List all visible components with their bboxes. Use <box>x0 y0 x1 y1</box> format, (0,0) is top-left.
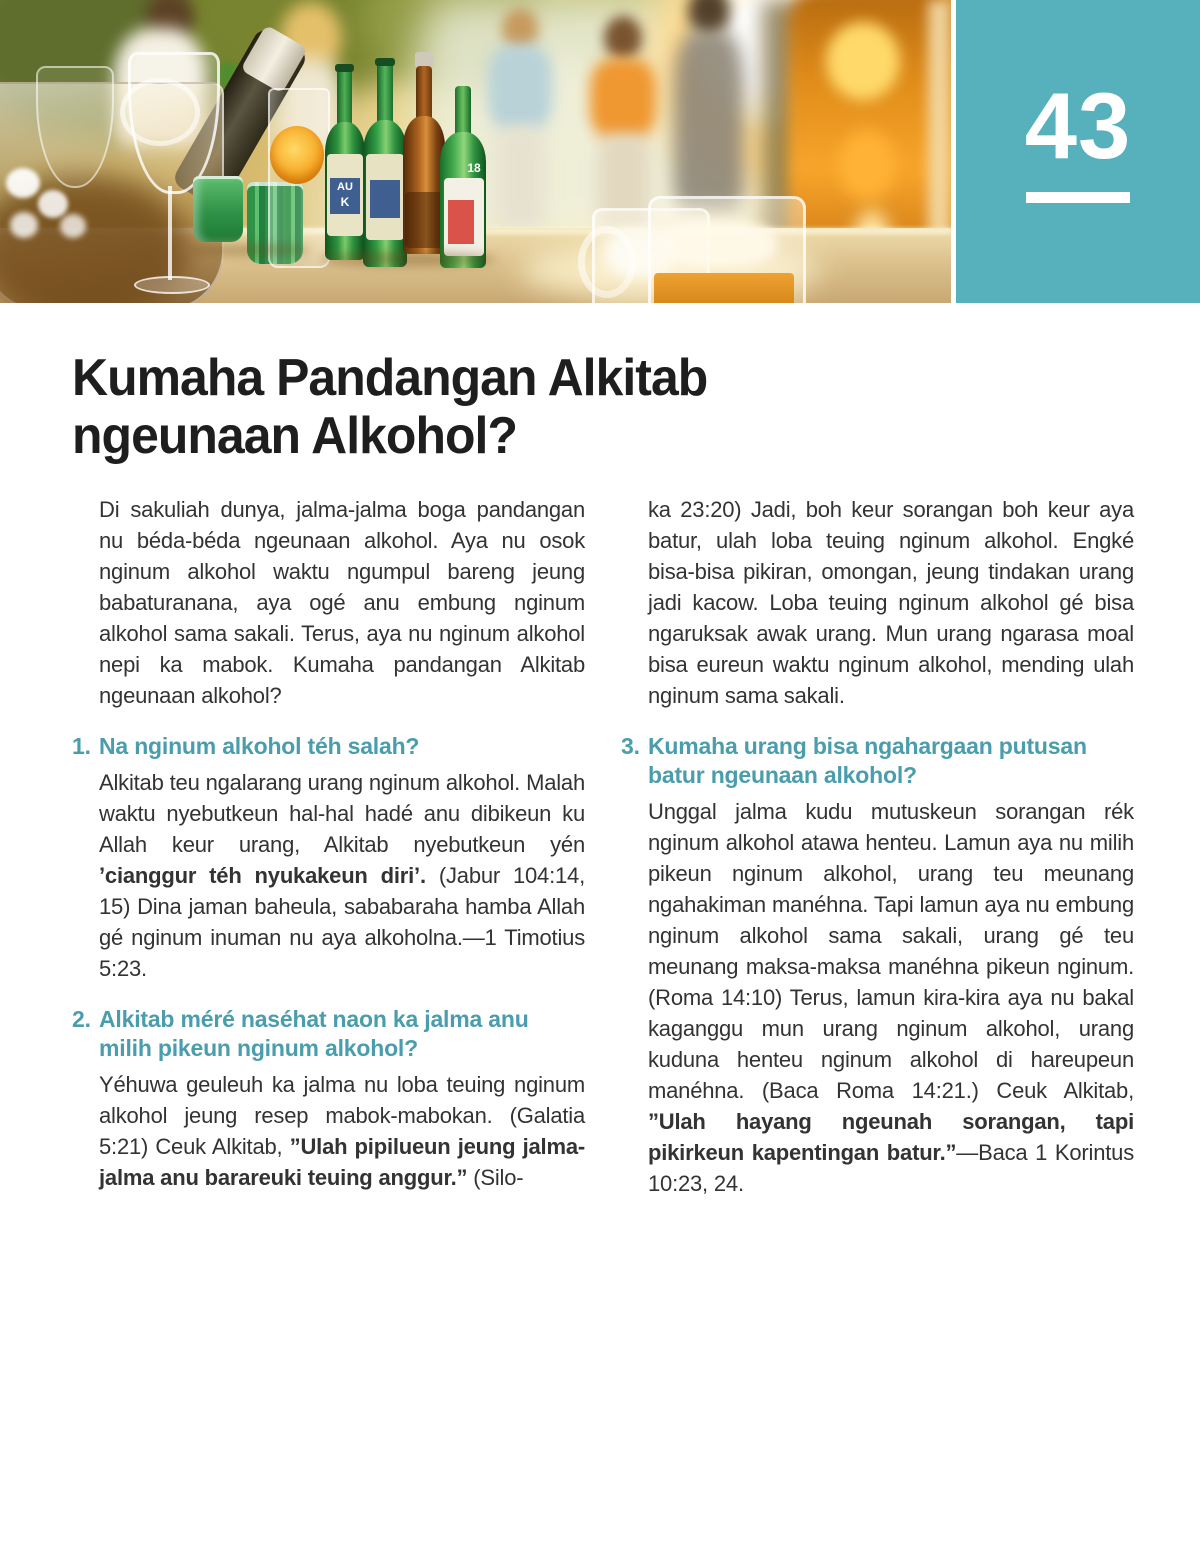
beer-bottle-green-2 <box>363 58 407 268</box>
lesson-underline <box>1026 192 1130 203</box>
section-1-heading-text: Na nginum alkohol téh salah? <box>99 733 420 759</box>
section-2-heading-text: Alkitab méré naséhat naon ka jalma anu milih pikeun nginum alkohol? <box>99 1006 529 1061</box>
ice-cube <box>60 214 86 238</box>
bottle-dark-band <box>405 192 443 248</box>
section-3-heading <box>621 732 1134 790</box>
section-2-heading <box>72 1005 585 1063</box>
section-3-paragraph: Unggal jalma kudu mutuskeun sorangan rék nginum alkohol atawa henteu. Lamun aya nu milih pikeun nginum alkohol, urang teu meunang ngahakiman manéhna. Tapi lamun aya nu embung nginum alkohol sama sakali, urang gé teu meunang maksa-maksa manéhna pikeun nginum. (Roma 14:10) Terus, lamun kira-kira aya nu bakal kaganggu mun urang nginum alkohol, urang kuduna henteu nginum alkohol di hareupeun manéhna. (Baca Roma 14:21.) Ceuk Alkitab, ”Ulah hayang ngeunah sorangan, tapi pikirkeun kapentingan batur.”—Baca 1 Korintus 10:23, 24. <box>648 799 1134 1196</box>
bottle-label <box>444 178 484 256</box>
section-2-paragraph: Yéhuwa geuleuh ka jalma nu loba teuing nginum alkohol jeung resep mabok-mabokan. (Galatia 5:21) Ceuk Alkitab, ”Ulah pipilueun jeung jalma-jalma anu barareuki teuing anggur.” (Silo- <box>99 1072 585 1190</box>
page-title: Kumaha Pandangan Alkitab ngeunaan Alkohol? <box>72 349 708 465</box>
bottle-label-text: 18 <box>467 161 481 175</box>
header-photo <box>0 0 951 303</box>
column-right <box>621 494 1134 1199</box>
beer-liquid <box>654 273 794 303</box>
bottle-label-text: K <box>340 195 350 209</box>
person-dark-shirt <box>674 30 744 210</box>
glass-shadow <box>190 244 310 256</box>
bottle-label <box>366 154 404 240</box>
column-left <box>72 494 585 1199</box>
orange-garnish <box>270 126 324 184</box>
section-3-number: 3. <box>621 733 640 759</box>
bottle-cap <box>335 64 354 72</box>
header-banner <box>0 0 1200 303</box>
amber-bokeh <box>838 130 896 200</box>
beer-mug-2 <box>648 196 806 303</box>
beer-bottle-brown <box>403 52 445 254</box>
ice-cube <box>10 212 38 238</box>
intro-paragraph: Di sakuliah dunya, jalma-jalma boga pandangan nu béda-béda ngeunaan alkohol. Aya nu osok nginum alkohol waktu ngumpul bareng jeung babaturanana, aya ogé anu embung nginum alkohol sama sakali. Terus, aya nu nginum alkohol nepi ka mabok. Kumaha pandangan Alkitab ngeunaan alkohol? <box>99 497 585 708</box>
section-3-heading-text: Kumaha urang bisa ngahargaan putusan batur ngeunaan alkohol? <box>648 733 1087 788</box>
wine-glass-stem <box>168 186 172 280</box>
section-2-number: 2. <box>72 1006 91 1032</box>
wine-glass-base <box>134 276 210 294</box>
ice-cube <box>38 190 68 218</box>
beer-bottle-green-1 <box>325 64 365 260</box>
bottle-label <box>327 154 363 236</box>
bottle-label-block <box>370 180 400 218</box>
person-orange-top <box>590 58 656 140</box>
section-1 <box>72 732 585 984</box>
section-3 <box>621 732 1134 1199</box>
section-1-number: 1. <box>72 733 91 759</box>
ice-cube <box>6 168 40 198</box>
lesson-number-box <box>956 0 1200 303</box>
bottle-label-text: AU <box>337 181 353 193</box>
person-legs <box>496 126 546 231</box>
person-head <box>604 16 642 60</box>
mug-foam <box>659 221 777 267</box>
bottle-cap <box>375 58 395 66</box>
person-blue-top <box>488 44 552 132</box>
article-body <box>72 494 1134 1199</box>
shot-glass-green <box>193 176 243 242</box>
bottle-label-block <box>330 178 360 214</box>
bottle-label-red <box>448 200 474 244</box>
lesson-number: 43 <box>1024 73 1132 178</box>
bottle-shadow <box>320 252 495 266</box>
section-2-paragraph-continued: ka 23:20) Jadi, boh keur sorangan boh keur aya batur, ulah loba teuing nginum alkohol. Engké bisa-bisa pikiran, omongan, jeung tindakan urang jadi kacow. Loba teuing nginum alkohol gé bisa ngaruksak awak urang. Mun urang ngarasa moal bisa eureun waktu nginum alkohol, mending ulah nginum sama sakali. <box>648 497 1134 708</box>
amber-bokeh <box>826 22 900 100</box>
beer-bottle-green-3 <box>440 84 486 268</box>
section-1-paragraph: Alkitab teu ngalarang urang nginum alkohol. Malah waktu nyebutkeun hal-hal hadé anu dibikeun ku Allah keur urang, Alkitab nyebutkeun yén ’cianggur téh nyukakeun diri’. (Jabur 104:14, 15) Dina jaman baheula, sababaraha hamba Allah gé nginum inuman nu aya alkoholna.—1 Timotius 5:23. <box>99 770 585 981</box>
section-2 <box>72 1005 585 1193</box>
section-1-heading <box>72 732 585 761</box>
